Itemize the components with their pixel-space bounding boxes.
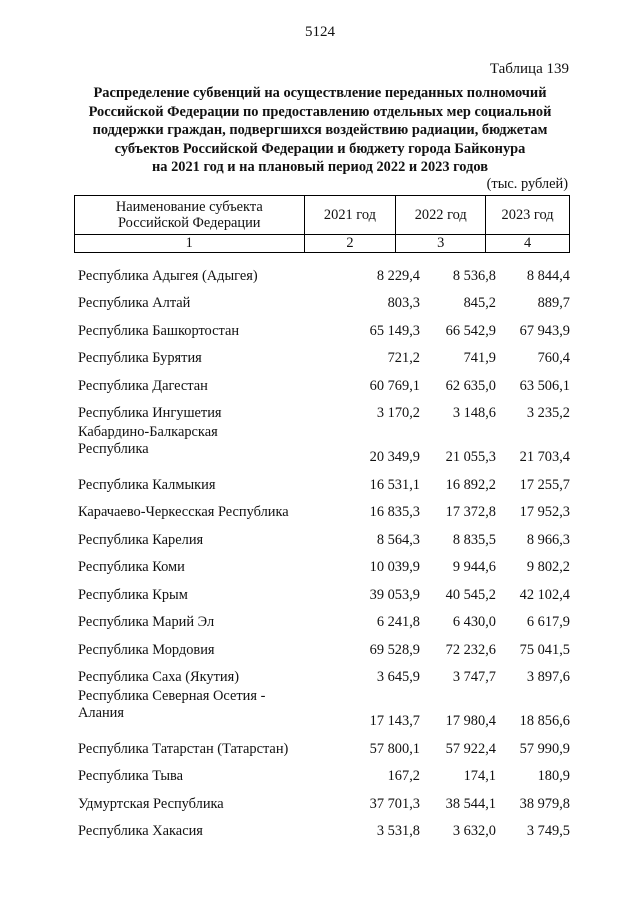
subject-name-line: Республика Северная Осетия - (78, 688, 266, 704)
value-2022: 3 747,7 (452, 669, 496, 686)
subject-name-line: Республика (78, 440, 149, 457)
table-row (78, 813, 570, 841)
subject-name-line: Республика Ингушетия (78, 405, 222, 422)
value-2022: 8 835,5 (452, 531, 496, 548)
value-2022: 72 232,6 (445, 641, 496, 658)
subject-name (78, 504, 314, 521)
subject-name (78, 532, 314, 549)
value-2021: 10 039,9 (369, 559, 420, 576)
value-2021: 65 149,3 (369, 322, 420, 339)
value-2022: 741,9 (463, 350, 496, 367)
units-label: (тыс. рублей) (486, 176, 568, 192)
subject-name (78, 642, 314, 659)
table-row (78, 758, 570, 786)
subject-name-line: Республика Мордовия (78, 641, 215, 658)
subject-name (78, 295, 314, 312)
table-row (78, 340, 570, 368)
subject-name (78, 405, 314, 422)
value-2021: 8 229,4 (376, 267, 420, 284)
value-2021: 16 835,3 (369, 504, 420, 521)
value-2021: 16 531,1 (369, 476, 420, 493)
title-line: Российской Федерации по предоставлению отдельных мер социальной (88, 103, 552, 120)
table-row (78, 395, 570, 423)
table-row (78, 494, 570, 522)
title-line: поддержки граждан, подвергшихся воздействию радиации, бюджетам (92, 122, 548, 139)
subject-name-line: Республика Саха (Якутия) (78, 669, 240, 686)
value-2023: 3 897,6 (526, 669, 570, 686)
value-2023: 3 235,2 (526, 405, 570, 422)
value-2021: 69 528,9 (369, 641, 420, 658)
subject-name (78, 350, 314, 367)
subject-name-line: Алания (78, 704, 124, 721)
subject-name-line: Республика Карелия (78, 531, 204, 548)
subject-name-line: Республика Калмыкия (78, 476, 216, 493)
page-number: 5124 (305, 24, 335, 40)
value-2021: 20 349,9 (369, 449, 420, 466)
value-2023: 9 802,2 (526, 559, 570, 576)
value-2023: 8 966,3 (526, 531, 570, 548)
subject-name-line: Республика Алтай (78, 295, 191, 312)
value-2021: 721,2 (387, 350, 420, 367)
value-2021: 57 800,1 (369, 740, 420, 757)
subject-name-line: Республика Башкортостан (78, 322, 240, 339)
table-row (78, 312, 570, 340)
value-2023: 57 990,9 (519, 740, 570, 757)
subject-name-line: Республика Коми (78, 559, 185, 576)
table-row (78, 659, 570, 687)
value-2022: 845,2 (463, 295, 496, 312)
subject-name (78, 378, 314, 395)
column-number: 2 (304, 235, 396, 253)
value-2023: 17 952,3 (519, 504, 570, 521)
value-2021: 37 701,3 (369, 795, 420, 812)
header-2021: 2021 год (304, 196, 396, 235)
column-number-row (75, 235, 570, 253)
value-2023: 8 844,4 (526, 267, 570, 284)
table-number: Таблица 139 (489, 61, 569, 77)
subject-name-line: Кабардино-Балкарская (78, 424, 218, 440)
value-2022: 17 980,4 (445, 713, 496, 730)
value-2022: 21 055,3 (445, 449, 496, 466)
subject-name (78, 768, 314, 785)
header-subject-name: Наименование субъекта Российской Федерации (75, 196, 305, 235)
value-2021: 60 769,1 (369, 377, 420, 394)
value-2021: 803,3 (387, 295, 420, 312)
subject-name-line: Республика Крым (78, 586, 188, 603)
column-number: 1 (75, 235, 305, 253)
value-2022: 62 635,0 (445, 377, 496, 394)
title-line: на 2021 год и на плановый период 2022 и 2023 годов (152, 159, 488, 176)
value-2021: 17 143,7 (369, 713, 420, 730)
subject-name-line: Республика Бурятия (78, 350, 202, 367)
subject-name (78, 686, 314, 721)
value-2021: 167,2 (387, 768, 420, 785)
value-2022: 174,1 (463, 768, 496, 785)
subject-name (78, 268, 314, 285)
value-2023: 3 749,5 (526, 823, 570, 840)
column-number: 4 (486, 235, 570, 253)
value-2023: 18 856,6 (519, 713, 570, 730)
value-2022: 9 944,6 (452, 559, 496, 576)
subject-name (78, 614, 314, 631)
table-row (78, 257, 570, 285)
value-2023: 6 617,9 (526, 614, 570, 631)
value-2021: 3 170,2 (376, 405, 420, 422)
value-2021: 8 564,3 (376, 531, 420, 548)
value-2022: 6 430,0 (452, 614, 496, 631)
value-2022: 38 544,1 (445, 795, 496, 812)
value-2023: 42 102,4 (519, 586, 570, 603)
value-2021: 6 241,8 (376, 614, 420, 631)
subject-name-line: Республика Тыва (78, 768, 183, 785)
subject-name-line: Республика Марий Эл (78, 614, 215, 631)
value-2023: 760,4 (537, 350, 570, 367)
table-row (78, 367, 570, 395)
table-row (78, 631, 570, 659)
subject-name (78, 669, 314, 686)
table-row (78, 466, 570, 494)
value-2023: 38 979,8 (519, 795, 570, 812)
header-2022: 2022 год (396, 196, 486, 235)
table-title (70, 84, 570, 177)
title-line: субъектов Российской Федерации и бюджету города Байконура (114, 140, 526, 157)
subject-name (78, 422, 314, 457)
value-2021: 39 053,9 (369, 586, 420, 603)
table-body (78, 257, 570, 840)
table-header (74, 195, 570, 253)
subject-name-line: Удмуртская Республика (78, 795, 224, 812)
value-2021: 3 645,9 (376, 669, 420, 686)
header-row (75, 196, 570, 235)
value-2022: 3 148,6 (452, 405, 496, 422)
subject-name (78, 323, 314, 340)
value-2023: 17 255,7 (519, 476, 570, 493)
table-row (78, 549, 570, 577)
table-row (78, 521, 570, 549)
subject-name (78, 559, 314, 576)
table-row (78, 422, 570, 466)
subject-name-line: Республика Хакасия (78, 823, 203, 840)
subject-name (78, 796, 314, 813)
table-row (78, 686, 570, 730)
value-2023: 889,7 (537, 295, 570, 312)
value-2023: 21 703,4 (519, 449, 570, 466)
value-2022: 57 922,4 (445, 740, 496, 757)
table-row (78, 285, 570, 313)
value-2023: 67 943,9 (519, 322, 570, 339)
table-row (78, 730, 570, 758)
value-2023: 180,9 (537, 768, 570, 785)
value-2022: 3 632,0 (452, 823, 496, 840)
subject-name-line: Карачаево-Черкесская Республика (78, 504, 289, 521)
value-2022: 66 542,9 (445, 322, 496, 339)
subject-name-line: Республика Дагестан (78, 377, 208, 394)
subject-name (78, 823, 314, 840)
subject-name-line: Республика Татарстан (Татарстан) (78, 740, 289, 757)
title-line: Распределение субвенций на осуществление переданных полномочий (93, 85, 547, 101)
subject-name (78, 477, 314, 494)
value-2023: 63 506,1 (519, 377, 570, 394)
subject-name-line: Республика Адыгея (Адыгея) (78, 267, 258, 284)
subject-name (78, 587, 314, 604)
column-number: 3 (396, 235, 486, 253)
value-2021: 3 531,8 (376, 823, 420, 840)
header-2023: 2023 год (486, 196, 570, 235)
table-row (78, 785, 570, 813)
table-row (78, 576, 570, 604)
subject-name (78, 741, 314, 758)
value-2022: 40 545,2 (445, 586, 496, 603)
value-2022: 17 372,8 (445, 504, 496, 521)
table-row (78, 604, 570, 632)
value-2022: 8 536,8 (452, 267, 496, 284)
value-2022: 16 892,2 (445, 476, 496, 493)
value-2023: 75 041,5 (519, 641, 570, 658)
